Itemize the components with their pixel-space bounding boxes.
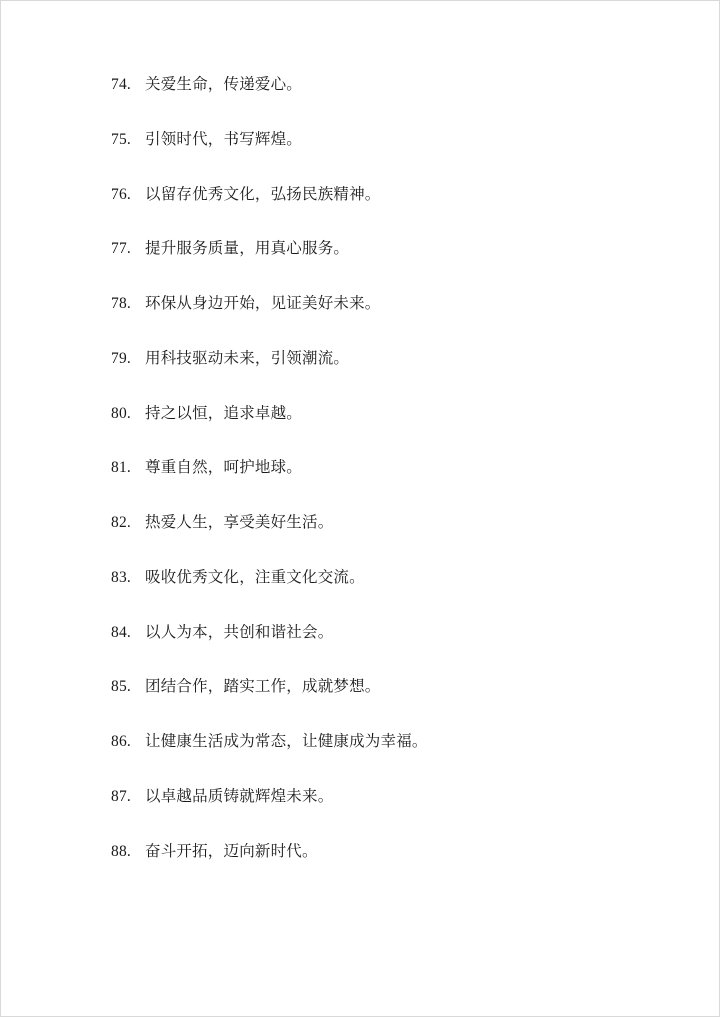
list-item-number: 79. xyxy=(111,349,131,367)
list-item-text: 吸收优秀文化，注重文化交流。 xyxy=(145,568,365,586)
list-item xyxy=(111,456,623,479)
list-item-number: 75. xyxy=(111,130,131,148)
list-item-number: 83. xyxy=(111,568,131,586)
list-item xyxy=(111,840,623,863)
list-item-text: 团结合作，踏实工作，成就梦想。 xyxy=(145,678,381,696)
list-item xyxy=(111,402,623,425)
list-item xyxy=(111,730,623,753)
list-item xyxy=(111,73,623,96)
list-item-text: 以留存优秀文化，弘扬民族精神。 xyxy=(145,185,381,203)
list-item xyxy=(111,511,623,534)
list-item-text: 热爱人生，享受美好生活。 xyxy=(145,514,334,531)
list-item-number: 82. xyxy=(111,514,131,531)
list-item xyxy=(111,675,623,698)
list-item-number: 76. xyxy=(111,185,131,203)
list-item xyxy=(111,347,623,370)
list-item-number: 80. xyxy=(111,404,131,422)
list-item-number: 86. xyxy=(111,733,131,750)
list-item-number: 77. xyxy=(111,240,131,258)
list-item-number: 88. xyxy=(111,842,131,860)
list-item-number: 84. xyxy=(111,623,131,641)
list-item xyxy=(111,785,623,808)
list-item-text: 提升服务质量，用真心服务。 xyxy=(145,240,350,258)
list-item-text: 环保从身边开始，见证美好未来。 xyxy=(145,295,381,312)
list-item-text: 引领时代，书写辉煌。 xyxy=(145,130,303,148)
list-item-number: 85. xyxy=(111,678,131,696)
list-item xyxy=(111,621,623,644)
list-item-number: 81. xyxy=(111,459,131,477)
list-item-text: 用科技驱动未来，引领潮流。 xyxy=(145,349,350,367)
list-item-text: 以人为本，共创和谐社会。 xyxy=(145,623,334,641)
list-item xyxy=(111,128,623,151)
list-item-text: 尊重自然，呵护地球。 xyxy=(145,459,303,477)
list-item-text: 让健康生活成为常态，让健康成为幸福。 xyxy=(145,733,428,750)
list-item-number: 87. xyxy=(111,787,131,805)
list-item xyxy=(111,566,623,589)
list-item-text: 奋斗开拓，迈向新时代。 xyxy=(145,842,318,860)
list-item-text: 以卓越品质铸就辉煌未来。 xyxy=(145,787,334,805)
list-item xyxy=(111,292,623,315)
list-item xyxy=(111,237,623,260)
slogan-list xyxy=(111,73,623,863)
list-item-number: 78. xyxy=(111,295,131,312)
list-item xyxy=(111,183,623,206)
list-item-number: 74. xyxy=(111,76,131,93)
list-item-text: 关爱生命，传递爱心。 xyxy=(145,76,303,93)
list-item-text: 持之以恒，追求卓越。 xyxy=(145,404,303,422)
